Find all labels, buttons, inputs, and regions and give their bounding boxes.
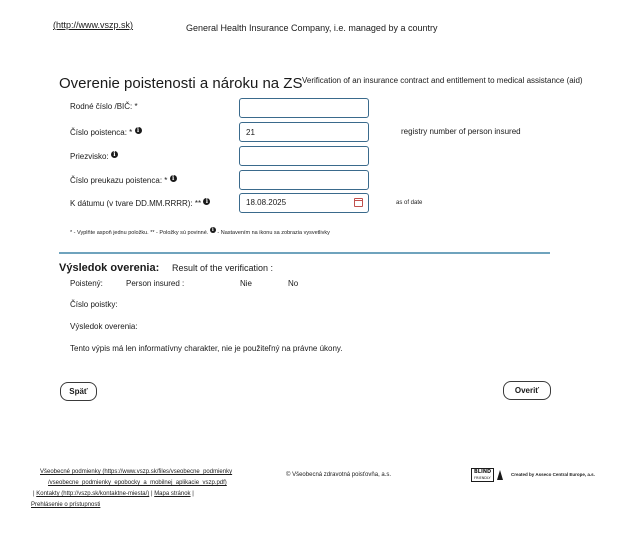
- insured-number-input[interactable]: [239, 122, 369, 142]
- accessibility-link[interactable]: Prehlásenie o prístupnosti: [31, 502, 101, 508]
- date-input[interactable]: [239, 193, 369, 213]
- terms-link[interactable]: Všeobecné podmienky (https://www.vszp.sk/files/vseobecne_podmienky: [40, 469, 233, 475]
- verification-result-colon: :: [135, 322, 138, 331]
- surname-label-text: Priezvisko:: [70, 152, 109, 161]
- policy-number-label: Číslo poistky:: [70, 300, 118, 309]
- site-link[interactable]: (http://www.vszp.sk): [53, 20, 134, 30]
- card-number-label: [70, 175, 177, 185]
- surname-input[interactable]: [239, 146, 369, 166]
- result-heading-en: Result of the verification :: [172, 263, 274, 273]
- insured-result-label: Poistený:: [70, 279, 103, 288]
- birth-number-label: Rodné číslo /BIČ: *: [70, 102, 138, 111]
- note-stars: **: [150, 230, 155, 236]
- terms-link-cont[interactable]: /vseobecne_podmienky_epobocky_a_mobilnej_aplikacie_vszp.pdf): [48, 480, 227, 486]
- verification-result-label: [70, 322, 138, 331]
- birth-number-input[interactable]: [239, 98, 369, 118]
- insured-number-label: [70, 127, 142, 137]
- footer-sep: |: [192, 491, 194, 497]
- info-icon[interactable]: i: [203, 198, 210, 205]
- result-heading: Výsledok overenia:: [59, 262, 160, 274]
- form-notes: [70, 227, 330, 236]
- verify-button[interactable]: Overiť: [503, 381, 551, 400]
- info-icon: i: [210, 227, 216, 233]
- calendar-icon[interactable]: [354, 198, 363, 207]
- card-number-label-text: Číslo preukazu poistenca: *: [70, 176, 168, 185]
- insured-number-hint: registry number of person insured: [401, 127, 521, 136]
- info-icon[interactable]: i: [170, 175, 177, 182]
- footer-sep: |: [150, 491, 153, 497]
- section-divider: [59, 252, 550, 254]
- info-icon[interactable]: i: [111, 151, 118, 158]
- date-label-text: K dátumu (v tvare DD.MM.RRRR): **: [70, 199, 202, 208]
- back-button[interactable]: Späť: [60, 382, 97, 401]
- surname-label: [70, 151, 118, 161]
- verification-result-text: Výsledok overenia: [70, 322, 136, 331]
- company-name: General Health Insurance Company, i.e. managed by a country: [186, 23, 438, 33]
- copyright: © Všeobecná zdravotná poisťovňa, a.s.: [286, 472, 392, 478]
- card-number-input[interactable]: [239, 170, 369, 190]
- insured-result-value: Nie: [240, 279, 253, 288]
- footer-sep: |: [33, 491, 35, 497]
- blind-friendly-badge[interactable]: [471, 468, 509, 482]
- date-label: [70, 198, 210, 208]
- page-subtitle: Verification of an insurance contract and entitlement to medical assistance (aid): [302, 76, 583, 85]
- info-icon[interactable]: i: [135, 127, 142, 134]
- note-icon-explanation: - Nastavením na ikonu sa zobrazia vysvetlivky: [215, 230, 330, 236]
- blind-friendly-logo: BLIND FRIENDLY: [471, 468, 494, 482]
- insured-result-label-en: Person insured :: [126, 279, 185, 288]
- note-mandatory: - Položky sú povinné.: [154, 230, 209, 236]
- note-required-one: * - Vyplňte aspoň jednu položku.: [70, 230, 149, 236]
- sitemap-link[interactable]: Mapa stránok: [154, 491, 191, 497]
- walking-person-icon: [497, 470, 503, 480]
- insured-result-value-en: No: [288, 279, 299, 288]
- insured-number-label-text: Číslo poistenca: *: [70, 128, 133, 137]
- contacts-link[interactable]: Kontakty (http://vszp.sk/kontaktne-miesta/): [36, 491, 150, 497]
- disclaimer: Tento výpis má len informatívny charakter, nie je použiteľný na právne úkony.: [70, 344, 343, 353]
- created-by: Created by Asseco Central Europe, a.s.: [511, 472, 595, 477]
- page-title: Overenie poistenosti a nároku na ZS: [59, 75, 303, 92]
- date-value: 18.08.2025: [246, 198, 287, 207]
- footer-links: [33, 491, 194, 497]
- date-hint: as of date: [396, 200, 423, 206]
